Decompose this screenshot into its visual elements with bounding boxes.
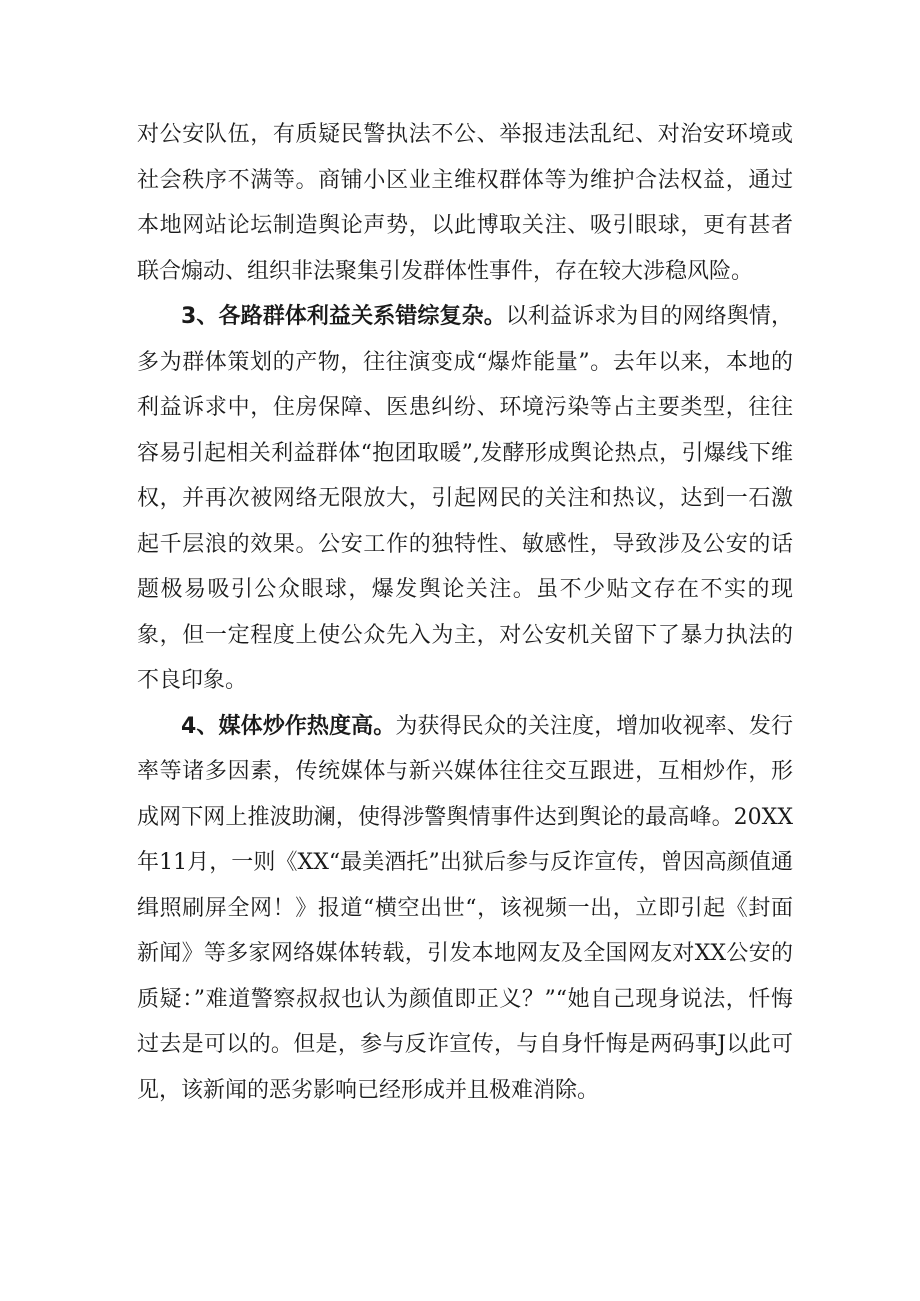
paragraph-2-text: 以利益诉求为目的网络舆情，多为群体策划的产物，往往演变成“爆炸能量”。去年以来，本地的利益诉求中，住房保障、医患纠纷、环境污染等占主要类型，往往容易引起相关利益群体“抱团取暖”,发酵形成舆论热点，引爆线下维权，并再次被网络无限放大，引起网民的关注和热议，达到一石激起千层浪的效果。公安工作的独特性、敏感性，导致涉及公安的话题极易吸引公众眼球，爆发舆论关注。虽不少贴文存在不实的现象，但一定程度上使公众先入为主，对公安机关留下了暴力执法的不良印象。 xyxy=(137,304,793,693)
paragraph-3 xyxy=(137,704,793,1114)
paragraph-2 xyxy=(137,294,793,704)
document-body xyxy=(137,112,793,1113)
paragraph-2-heading: 3、各路群体利益关系错综复杂。 xyxy=(181,304,506,329)
paragraph-1 xyxy=(137,112,793,294)
paragraph-3-heading: 4、媒体炒作热度高。 xyxy=(181,713,396,739)
paragraph-3-text: 为获得民众的关注度，增加收视率、发行率等诸多因素，传统媒体与新兴媒体往往交互跟进，互相炒作，形成网下网上推波助澜，使得涉警舆情事件达到舆论的最高峰。20XX年11月，一则《XX“最美酒托”出狱后参与反诈宣传，曾因高颜值通缉照刷屏全网！》报道“横空出世“，该视频一出，立即引起《封面新闻》等多家网络媒体转载，引发本地网友及全国网友对XX公安的质疑：”难道警察叔叔也认为颜值即正义？”“她自己现身说法，忏悔过去是可以的。但是，参与反诈宣传，与自身忏悔是两码事J以此可见，该新闻的恶劣影响已经形成并且极难消除。 xyxy=(137,713,793,1103)
paragraph-1-text: 对公安队伍，有质疑民警执法不公、举报违法乱纪、对治安环境或社会秩序不满等。商铺小区业主维权群体等为维护合法权益，通过本地网站论坛制造舆论声势，以此博取关注、吸引眼球，更有甚者联合煽动、组织非法聚集引发群体性事件，存在较大涉稳风险。 xyxy=(137,122,793,284)
